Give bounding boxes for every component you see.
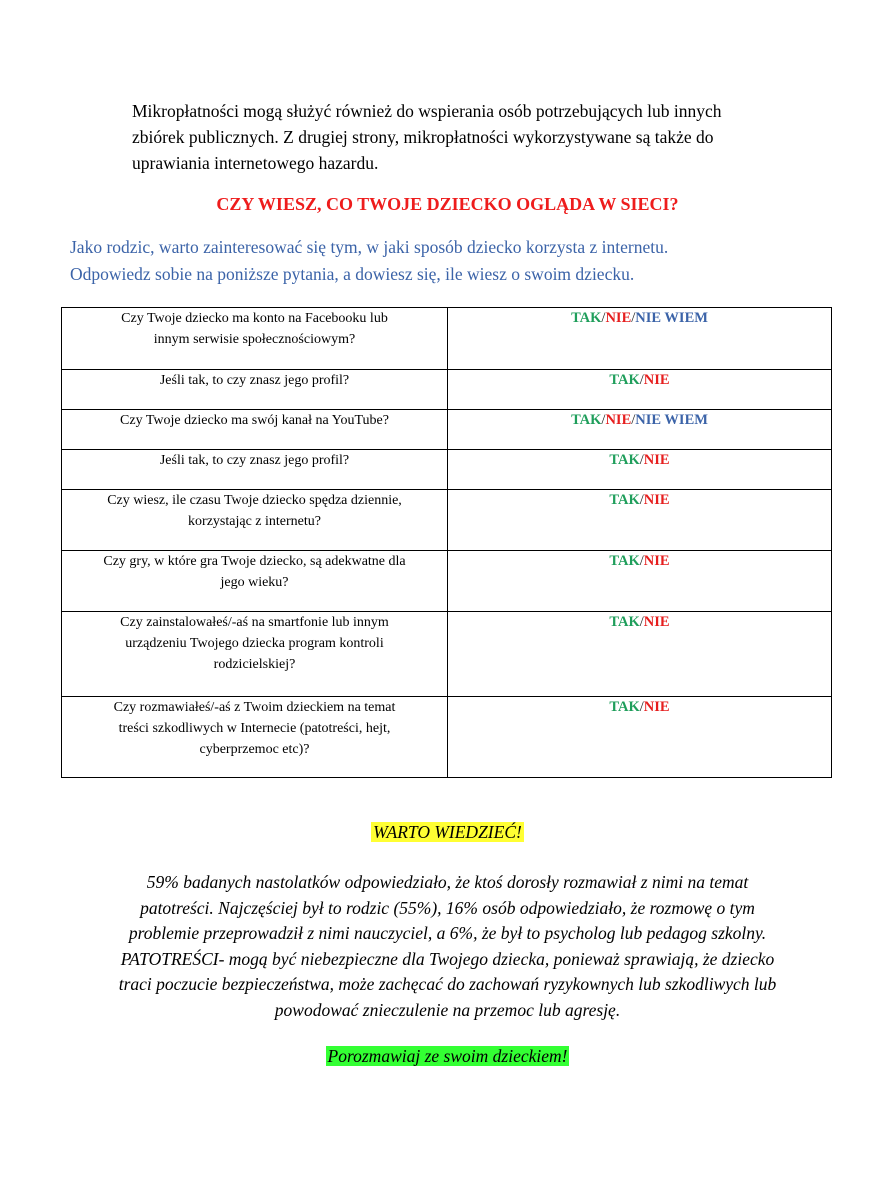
question-line: Czy Twoje dziecko ma swój kanał na YouTube? [120, 413, 389, 428]
question-line: rodzicielskiej? [213, 657, 296, 672]
answer-tak: TAK [609, 614, 640, 630]
question-cell [62, 612, 448, 697]
answer-nie-wiem: NIE WIEM [635, 310, 708, 326]
fact-line: powodować znieczulenie na przemoc lub agresję. [274, 999, 621, 1020]
fact-line: problemie przeprowadził z nimi nauczyciel, a 6%, że był to psycholog lub pedagog szkolny. [128, 923, 767, 943]
fact-paragraph [60, 870, 835, 1023]
question-cell [62, 370, 448, 410]
question-line: innym serwisie społecznościowym? [153, 332, 356, 347]
fact-line: 59% badanych nastolatków odpowiedziało, że ktoś dorosły rozmawiał z nimi na temat [146, 872, 749, 892]
talk-block [0, 1046, 895, 1067]
answer-separator: / [631, 310, 636, 326]
table-row [62, 612, 832, 697]
fact-line: traci poczucie bezpieczeństwa, może zachęcać do zachowań ryzykownych lub szkodliwych lub [118, 974, 777, 994]
answer-nie: NIE [643, 699, 670, 715]
answer-separator: / [639, 699, 644, 715]
lead-line: Odpowiedz sobie na poniższe pytania, a dowiesz się, ile wiesz o swoim dziecku. [70, 264, 635, 284]
question-line: Czy wiesz, ile czasu Twoje dziecko spędza dziennie, [107, 493, 402, 508]
lead-line: Jako rodzic, warto zainteresować się tym, w jaki sposób dziecko korzysta z internetu. [70, 237, 669, 257]
answer-cell [448, 490, 832, 551]
question-table [61, 307, 832, 778]
question-line: korzystając z internetu? [188, 514, 321, 529]
question-cell [62, 410, 448, 450]
intro-line: zbiórek publicznych. Z drugiej strony, mikropłatności wykorzystywane są także do [132, 127, 714, 147]
answer-separator: / [639, 372, 644, 388]
answer-tak: TAK [609, 372, 640, 388]
question-line: cyberprzemoc etc)? [199, 742, 310, 757]
answer-separator: / [639, 452, 644, 468]
question-line: Czy gry, w które gra Twoje dziecko, są adekwatne dla [103, 554, 406, 569]
answer-cell [448, 612, 832, 697]
answer-tak: TAK [609, 699, 640, 715]
answer-nie: NIE [643, 372, 670, 388]
answer-nie: NIE [643, 452, 670, 468]
intro-line: uprawiania internetowego hazardu. [132, 153, 379, 173]
answer-cell [448, 370, 832, 410]
question-line: Jeśli tak, to czy znasz jego profil? [159, 453, 350, 468]
answer-cell [448, 551, 832, 612]
warto-wiedziec-label: WARTO WIEDZIEĆ! [373, 822, 522, 842]
answer-nie: NIE [643, 553, 670, 569]
question-line: jego wieku? [220, 575, 289, 590]
question-cell [62, 450, 448, 490]
answer-tak: TAK [609, 452, 640, 468]
answer-separator: / [639, 553, 644, 569]
lead-paragraph [70, 234, 850, 288]
intro-paragraph [132, 98, 832, 176]
warto-wiedziec-block [0, 822, 895, 843]
answer-separator: / [631, 412, 636, 428]
table-row [62, 410, 832, 450]
answer-cell [448, 697, 832, 778]
section-heading: CZY WIESZ, CO TWOJE DZIECKO OGLĄDA W SIECI? [216, 194, 679, 214]
fact-line: PATOTREŚCI- mogą być niebezpieczne dla Twojego dziecka, ponieważ sprawiają, że dziecko [120, 948, 775, 969]
question-line: Czy rozmawiałeś/-aś z Twoim dzieckiem na temat [113, 700, 396, 715]
question-cell [62, 308, 448, 370]
table-row [62, 490, 832, 551]
question-line: Czy Twoje dziecko ma konto na Facebooku lub [121, 311, 388, 326]
answer-cell [448, 410, 832, 450]
table-row [62, 370, 832, 410]
question-cell [62, 551, 448, 612]
intro-line: Mikropłatności mogą służyć również do wspierania osób potrzebujących lub innych [132, 101, 722, 121]
answer-tak: TAK [571, 310, 602, 326]
talk-callout: Porozmawiaj ze swoim dzieckiem! [327, 1046, 568, 1066]
fact-line: patotreści. Najczęściej był to rodzic (55%), 16% osób odpowiedziało, że rozmowę o tym [140, 897, 755, 918]
table-row [62, 551, 832, 612]
answer-tak: TAK [571, 412, 602, 428]
question-line: Czy zainstalowałeś/-aś na smartfonie lub innym [120, 615, 389, 630]
answer-nie: NIE [643, 492, 670, 508]
answer-separator: / [601, 412, 606, 428]
answer-nie: NIE [605, 310, 632, 326]
answer-separator: / [601, 310, 606, 326]
question-line: Jeśli tak, to czy znasz jego profil? [159, 373, 350, 388]
answer-tak: TAK [609, 553, 640, 569]
question-line: urządzeniu Twojego dziecka program kontroli [125, 636, 384, 651]
answer-separator: / [639, 614, 644, 630]
question-cell [62, 490, 448, 551]
answer-tak: TAK [609, 492, 640, 508]
answer-separator: / [639, 492, 644, 508]
answer-nie-wiem: NIE WIEM [635, 412, 708, 428]
table-row [62, 450, 832, 490]
question-cell [62, 697, 448, 778]
answer-cell [448, 450, 832, 490]
table-row [62, 697, 832, 778]
question-line: treści szkodliwych w Internecie (patotreści, hejt, [118, 721, 391, 736]
answer-nie: NIE [643, 614, 670, 630]
table-row [62, 308, 832, 370]
answer-nie: NIE [605, 412, 632, 428]
answer-cell [448, 308, 832, 370]
